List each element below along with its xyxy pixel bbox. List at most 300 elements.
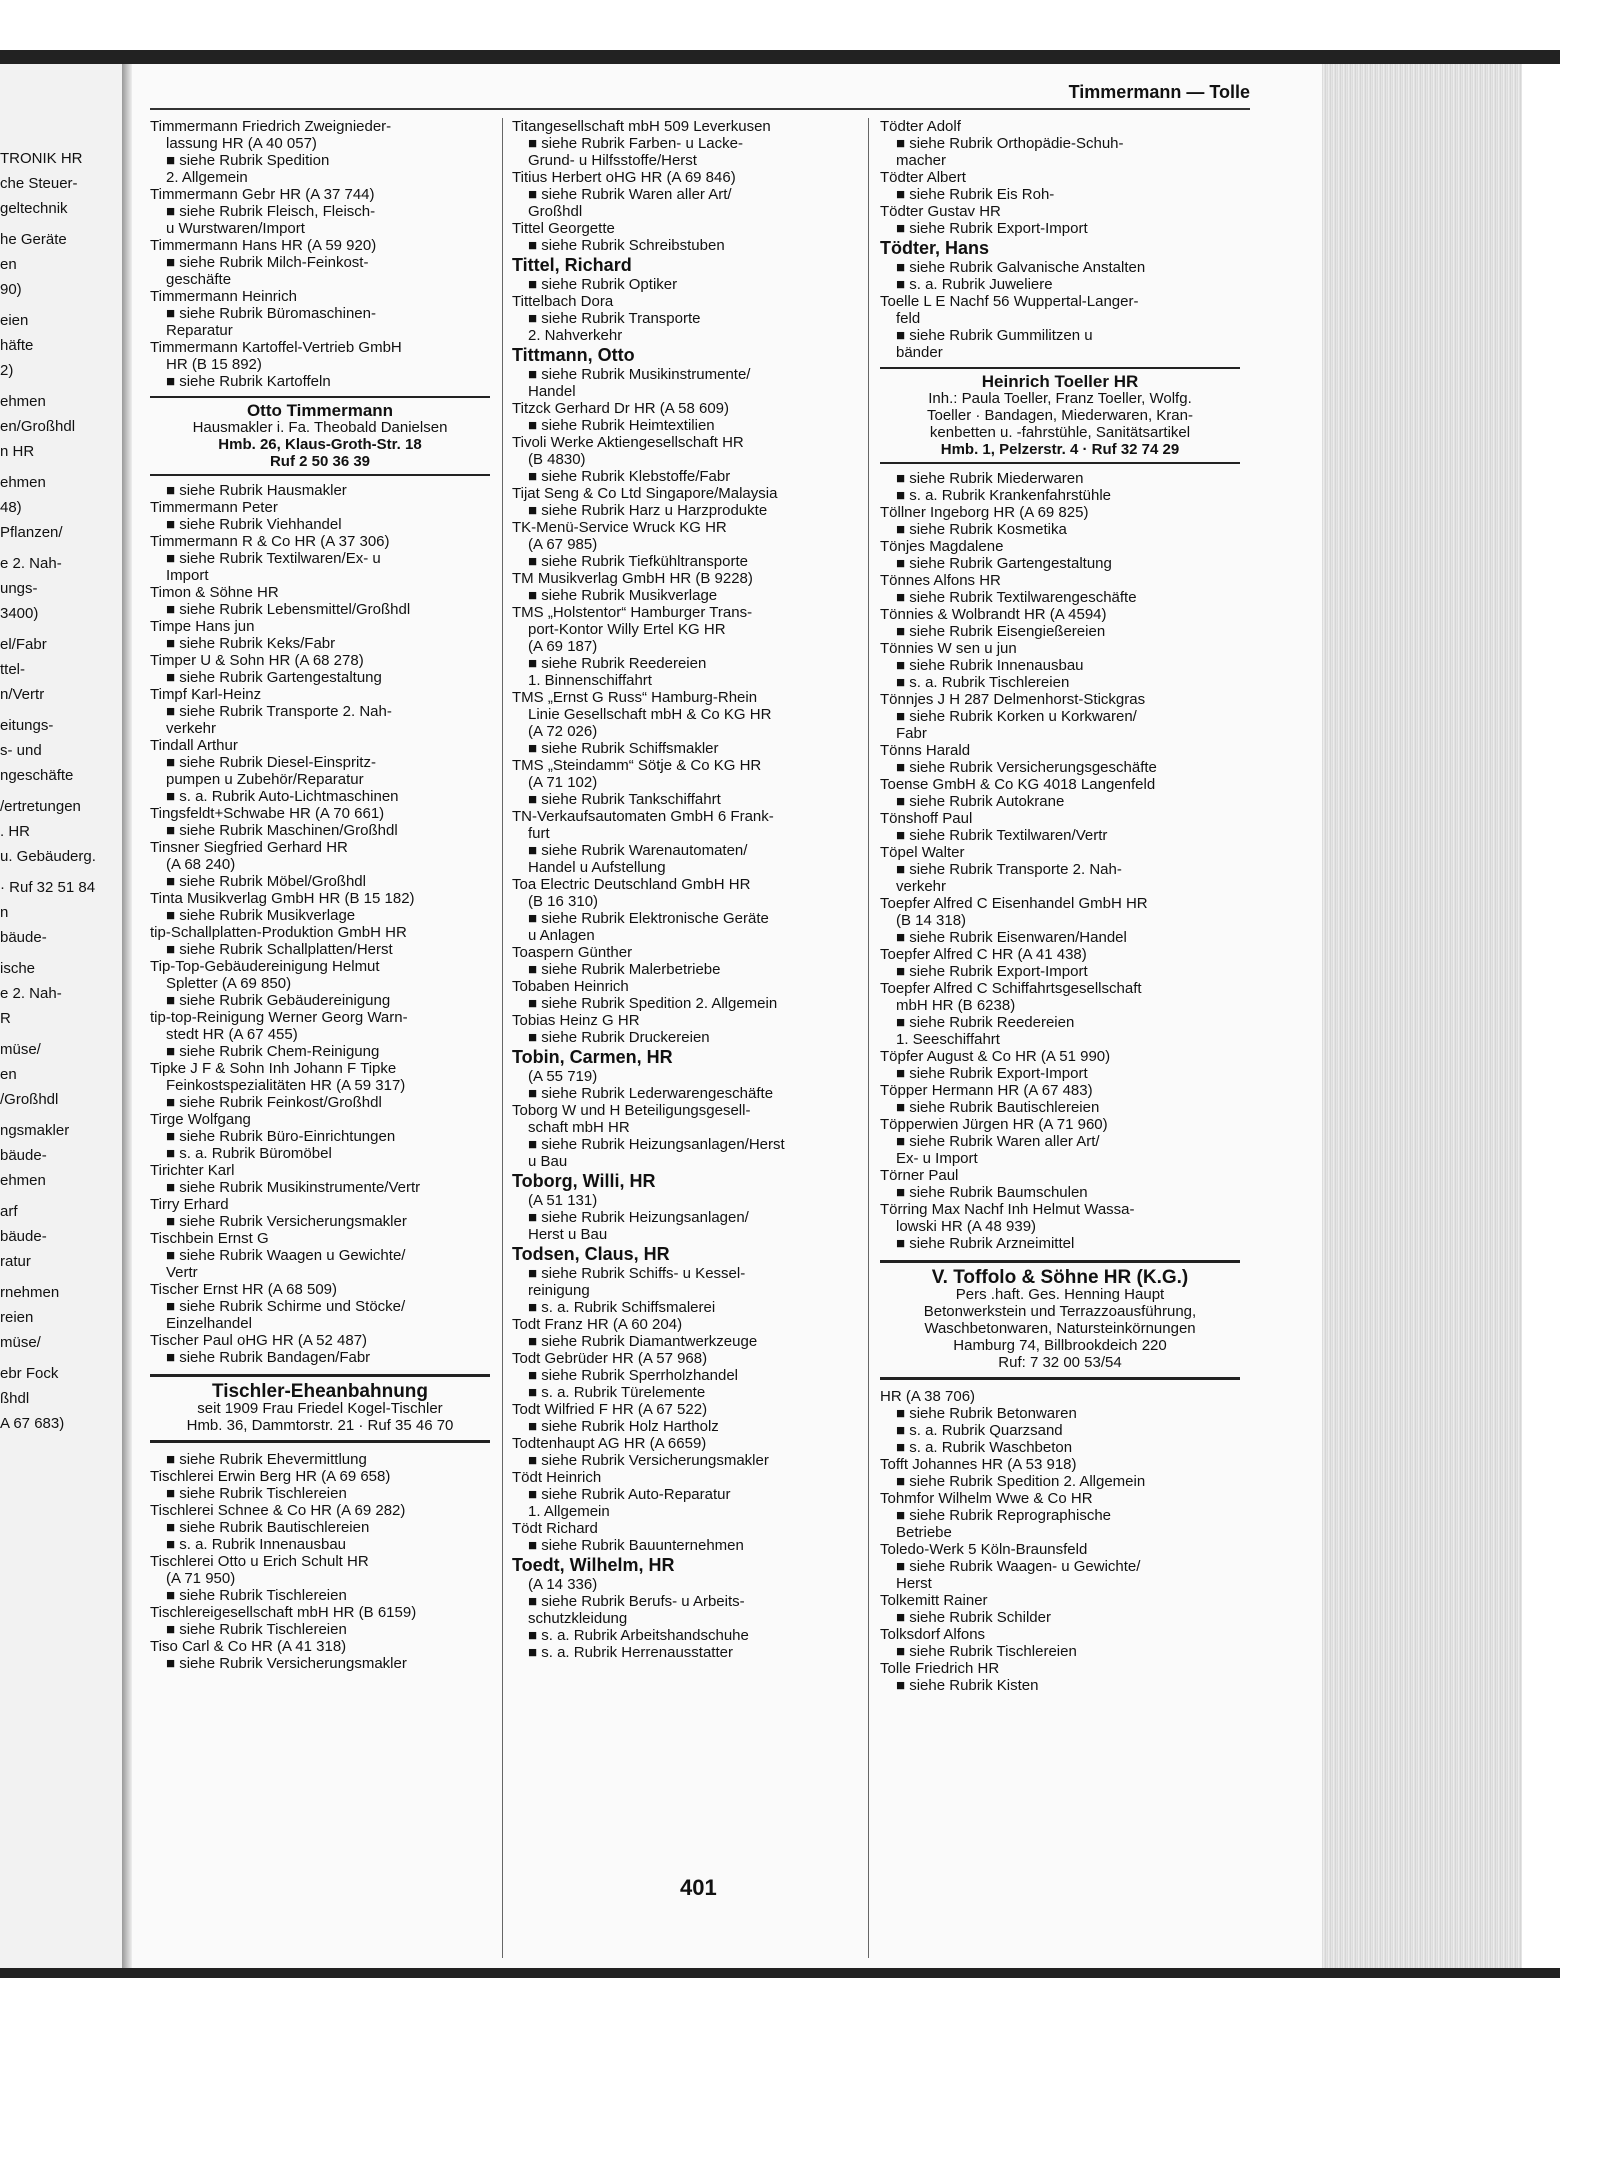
entry-subline: Einzelhandel	[166, 1315, 252, 1332]
directory-entry: Tirry Erhard	[150, 1196, 229, 1213]
directory-entry: Titzck Gerhard Dr HR (A 58 609)	[512, 400, 730, 417]
scan-border-top	[0, 50, 1560, 64]
directory-entry: Toledo-Werk 5 Köln-Braunsfeld	[880, 1541, 1088, 1558]
left-page-fragment: e 2. Nah-	[0, 985, 62, 1002]
entry-subline: ■ siehe Rubrik Betonwaren	[896, 1405, 1077, 1422]
directory-entry: Tischer Paul oHG HR (A 52 487)	[150, 1332, 368, 1349]
entry-subline: ■ siehe Rubrik Tischlereien	[896, 1643, 1077, 1660]
left-page-fragment: /Großhdl	[0, 1091, 59, 1108]
entry-subline: ■ siehe Rubrik Innenausbau	[896, 657, 1084, 674]
entry-subline: ■ siehe Rubrik Malerbetriebe	[528, 961, 721, 978]
left-page-fragment: arf	[0, 1203, 18, 1220]
directory-entry: Timper U & Sohn HR (A 68 278)	[150, 652, 364, 669]
entry-subline: ■ siehe Rubrik Milch-Feinkost-	[166, 254, 369, 271]
directory-entry: Timpf Karl-Heinz	[150, 686, 262, 703]
entry-subline: ■ siehe Rubrik Viehhandel	[166, 516, 342, 533]
left-page-fragment: eitungs-	[0, 717, 54, 734]
entry-subline: ■ siehe Rubrik Harz u Harzprodukte	[528, 502, 768, 519]
entry-subline: ■ siehe Rubrik Musikinstrumente/Vertr	[166, 1179, 421, 1196]
entry-subline: ■ siehe Rubrik Heizungsanlagen/Herst	[528, 1136, 785, 1153]
directory-entry: Tirge Wolfgang	[150, 1111, 251, 1128]
ad-title: Otto Timmermann	[246, 401, 394, 420]
entry-subline: ■ siehe Rubrik Sperrholzhandel	[528, 1367, 739, 1384]
entry-subline: ■ s. a. Rubrik Krankenfahrstühle	[896, 487, 1111, 504]
entry-subline: ■ siehe Rubrik Tankschiffahrt	[528, 791, 721, 808]
entry-subline: (A 67 985)	[528, 536, 598, 553]
left-page-fragment: häfte	[0, 337, 34, 354]
entry-subline: ■ siehe Rubrik Spedition	[166, 152, 330, 169]
entry-subline: ■ siehe Rubrik Farben- u Lacke-	[528, 135, 743, 152]
entry-subline: ■ siehe Rubrik Warenautomaten/	[528, 842, 748, 859]
directory-entry: Tofft Johannes HR (A 53 918)	[880, 1456, 1077, 1473]
bold-entry-name: Toborg, Willi, HR	[512, 1171, 656, 1191]
directory-entry: Töpper Hermann HR (A 67 483)	[880, 1082, 1093, 1099]
entry-subline: ■ s. a. Rubrik Auto-Lichtmaschinen	[166, 788, 399, 805]
advertisement-box	[150, 1374, 490, 1443]
entry-subline: ■ siehe Rubrik Schallplatten/Herst	[166, 941, 393, 958]
entry-subline: ■ s. a. Rubrik Türelemente	[528, 1384, 706, 1401]
entry-subline: verkehr	[896, 878, 947, 895]
entry-subline: Handel u Aufstellung	[528, 859, 666, 876]
entry-subline: Feinkostspezialitäten HR (A 59 317)	[166, 1077, 406, 1094]
entry-subline: geschäfte	[166, 271, 232, 288]
entry-subline: ■ siehe Rubrik Orthopädie-Schuh-	[896, 135, 1124, 152]
entry-subline: u Bau	[528, 1153, 568, 1170]
directory-entry: Tivoli Werke Aktiengesellschaft HR	[512, 434, 744, 451]
left-page-fragment: reien	[0, 1309, 34, 1326]
ad-line: Toeller · Bandagen, Miederwaren, Kran-	[927, 407, 1193, 424]
directory-entry: Tobaben Heinrich	[512, 978, 629, 995]
directory-entry: Titangesellschaft mbH 509 Leverkusen	[512, 118, 771, 135]
entry-subline: (B 16 310)	[528, 893, 599, 910]
left-page-fragment: bäude-	[0, 929, 47, 946]
entry-subline: stedt HR (A 67 455)	[166, 1026, 298, 1043]
entry-subline: ■ siehe Rubrik Reedereien	[528, 655, 707, 672]
entry-subline: ■ s. a. Rubrik Büromöbel	[166, 1145, 332, 1162]
entry-subline: ■ siehe Rubrik Heizungsanlagen/	[528, 1209, 749, 1226]
entry-subline: ■ siehe Rubrik Hausmakler	[166, 482, 347, 499]
left-page-fragments	[0, 150, 120, 1446]
entry-subline: ■ siehe Rubrik Reedereien	[896, 1014, 1075, 1031]
entry-subline: ■ siehe Rubrik Schiffsmakler	[528, 740, 719, 757]
directory-entry: Tödt Heinrich	[512, 1469, 602, 1486]
ad-line: seit 1909 Frau Friedel Kogel-Tischler	[197, 1400, 443, 1417]
left-page-fragment: TRONIK HR	[0, 150, 83, 167]
directory-column-2	[512, 118, 857, 1661]
entry-subline: ■ s. a. Rubrik Juweliere	[896, 276, 1053, 293]
entry-subline: ■ siehe Rubrik Miederwaren	[896, 470, 1084, 487]
directory-entry: Toaspern Günther	[512, 944, 633, 961]
left-page-fragment: ttel-	[0, 661, 26, 678]
page-header-title: Timmermann — Tolle	[1068, 82, 1250, 102]
left-page-fragment: en	[0, 1066, 17, 1083]
entry-subline: ■ siehe Rubrik Baumschulen	[896, 1184, 1088, 1201]
advertisement-box	[880, 1260, 1240, 1380]
entry-subline: ■ siehe Rubrik Versicherungsgeschäfte	[896, 759, 1157, 776]
left-page-fragment: bäude-	[0, 1147, 47, 1164]
entry-subline: ■ siehe Rubrik Schilder	[896, 1609, 1051, 1626]
entry-subline: ■ siehe Rubrik Waren aller Art/	[896, 1133, 1100, 1150]
entry-subline: ■ siehe Rubrik Waagen- u Gewichte/	[896, 1558, 1141, 1575]
ad-line: Hausmakler i. Fa. Theobald Danielsen	[192, 419, 448, 436]
entry-subline: Linie Gesellschaft mbH & Co KG HR	[528, 706, 772, 723]
directory-entry: Tönjes Magdalene	[880, 538, 1004, 555]
left-page-fragment: e 2. Nah-	[0, 555, 62, 572]
directory-entry: Tinta Musikverlag GmbH HR (B 15 182)	[150, 890, 415, 907]
entry-subline: ■ siehe Rubrik Transporte 2. Nah-	[166, 703, 392, 720]
advertisement-box	[150, 396, 490, 476]
left-page-fragment: 3400)	[0, 605, 39, 622]
left-page-fragment: /ertretungen	[0, 798, 81, 815]
entry-subline: ■ siehe Rubrik Spedition 2. Allgemein	[528, 995, 778, 1012]
entry-subline: schaft mbH HR	[528, 1119, 630, 1136]
left-page-fragment: 48)	[0, 499, 22, 516]
entry-subline: (B 4830)	[528, 451, 586, 468]
entry-subline: ■ s. a. Rubrik Herrenausstatter	[528, 1644, 733, 1661]
entry-subline: lassung HR (A 40 057)	[166, 135, 317, 152]
left-page-fragment: ehmen	[0, 393, 46, 410]
entry-subline: ■ siehe Rubrik Bautischlereien	[896, 1099, 1100, 1116]
ad-line: Hamburg 74, Billbrookdeich 220	[953, 1337, 1167, 1354]
left-page-edge	[0, 50, 124, 1975]
entry-subline: ■ siehe Rubrik Bautischlereien	[166, 1519, 370, 1536]
directory-entry: TMS „Steindamm“ Sötje & Co KG HR	[512, 757, 762, 774]
ad-address-line: Hmb. 26, Klaus-Groth-Str. 18	[218, 436, 422, 453]
page-stack-edge	[1322, 62, 1522, 1974]
entry-subline: ■ s. a. Rubrik Tischlereien	[896, 674, 1070, 691]
entry-subline: (A 55 719)	[528, 1068, 598, 1085]
header-rule	[150, 108, 1250, 110]
directory-entry: Timmermann Hans HR (A 59 920)	[150, 237, 377, 254]
ad-title: Heinrich Toeller HR	[981, 372, 1139, 391]
entry-subline: furt	[528, 825, 550, 842]
entry-subline: (A 72 026)	[528, 723, 598, 740]
directory-entry: Tobias Heinz G HR	[512, 1012, 640, 1029]
directory-entry: Tindall Arthur	[150, 737, 238, 754]
entry-subline: ■ siehe Rubrik Gebäudereinigung	[166, 992, 391, 1009]
entry-subline: ■ siehe Rubrik Textilwaren/Ex- u	[166, 550, 381, 567]
directory-entry: Tolkemitt Rainer	[880, 1592, 988, 1609]
directory-entry: Tohmfor Wilhelm Wwe & Co HR	[880, 1490, 1093, 1507]
entry-subline: ■ s. a. Rubrik Innenausbau	[166, 1536, 346, 1553]
directory-entry: Todt Franz HR (A 60 204)	[512, 1316, 683, 1333]
entry-subline: (A 68 240)	[166, 856, 236, 873]
entry-subline: Herst	[896, 1575, 932, 1592]
entry-subline: HR (B 15 892)	[166, 356, 262, 373]
directory-entry: Toa Electric Deutschland GmbH HR	[512, 876, 751, 893]
entry-subline: ■ siehe Rubrik Diesel-Einspritz-	[166, 754, 376, 771]
directory-entry: Tischlerei Otto u Erich Schult HR	[150, 1553, 369, 1570]
ad-line: Pers .haft. Ges. Henning Haupt	[955, 1286, 1165, 1303]
directory-entry: Tolle Friedrich HR	[880, 1660, 1000, 1677]
entry-subline: ■ siehe Rubrik Galvanische Anstalten	[896, 259, 1146, 276]
left-page-fragment: s- und	[0, 742, 42, 759]
entry-subline: (A 14 336)	[528, 1576, 598, 1593]
directory-entry: Tönnies W sen u jun	[880, 640, 1017, 657]
ad-title: Tischler-Eheanbahnung	[211, 1381, 429, 1402]
ad-address-line: Hmb. 36, Dammtorstr. 21 · Ruf 35 46 70	[186, 1417, 454, 1434]
entry-subline: ■ siehe Rubrik Versicherungsmakler	[166, 1213, 407, 1230]
left-page-fragment: eien	[0, 312, 29, 329]
entry-subline: ■ siehe Rubrik Waren aller Art/	[528, 186, 732, 203]
directory-column-3	[880, 118, 1240, 1694]
entry-subline: ■ s. a. Rubrik Waschbeton	[896, 1439, 1073, 1456]
entry-subline: pumpen u Zubehör/Reparatur	[166, 771, 364, 788]
page-number: 401	[680, 1875, 717, 1900]
entry-subline: ■ siehe Rubrik Tischlereien	[166, 1621, 347, 1638]
left-page-fragment: ische	[0, 960, 36, 977]
entry-subline: ■ s. a. Rubrik Quarzsand	[896, 1422, 1063, 1439]
entry-subline: ■ siehe Rubrik Textilwarengeschäfte	[896, 589, 1137, 606]
entry-subline: (A 69 187)	[528, 638, 598, 655]
entry-subline: port-Kontor Willy Ertel KG HR	[528, 621, 726, 638]
entry-subline: Großhdl	[528, 203, 583, 220]
entry-subline: ■ siehe Rubrik Korken u Korkwaren/	[896, 708, 1137, 725]
left-page-fragment: R	[0, 1010, 11, 1027]
entry-subline: ■ siehe Rubrik Ehevermittlung	[166, 1451, 367, 1468]
entry-subline: 2. Allgemein	[166, 169, 248, 186]
entry-subline: Import	[166, 567, 209, 584]
directory-entry: Toepfer Alfred C Schiffahrtsgesellschaft	[880, 980, 1142, 997]
left-page-fragment: ehmen	[0, 1172, 46, 1189]
directory-entry: Tiso Carl & Co HR (A 41 318)	[150, 1638, 347, 1655]
ad-line: Waschbetonwaren, Natursteinkörnungen	[924, 1320, 1196, 1337]
entry-subline: ■ siehe Rubrik Versicherungsmakler	[166, 1655, 407, 1672]
directory-entry: TMS „Holstentor“ Hamburger Trans-	[512, 604, 753, 621]
entry-subline: mbH HR (B 6238)	[896, 997, 1016, 1014]
left-page-fragment: . HR	[0, 823, 30, 840]
directory-entry: Törner Paul	[880, 1167, 959, 1184]
directory-entry: TM Musikverlag GmbH HR (B 9228)	[512, 570, 753, 587]
left-page-fragment: ratur	[0, 1253, 31, 1270]
directory-entry: TN-Verkaufsautomaten GmbH 6 Frank-	[512, 808, 774, 825]
entry-subline: ■ siehe Rubrik Eis Roh-	[896, 186, 1055, 203]
directory-entry: Tittelbach Dora	[512, 293, 614, 310]
entry-subline: ■ siehe Rubrik Kisten	[896, 1677, 1039, 1694]
advertisement-box	[880, 367, 1240, 464]
directory-entry: Tischer Ernst HR (A 68 509)	[150, 1281, 338, 1298]
directory-entry: Tinsner Siegfried Gerhard HR	[150, 839, 348, 856]
directory-entry: Tipke J F & Sohn Inh Johann F Tipke	[150, 1060, 397, 1077]
entry-subline: ■ siehe Rubrik Transporte	[528, 310, 701, 327]
directory-entry: Tischlerei Erwin Berg HR (A 69 658)	[150, 1468, 391, 1485]
entry-subline: Spletter (A 69 850)	[166, 975, 292, 992]
directory-entry: Toborg W und H Beteiligungsgesell-	[512, 1102, 751, 1119]
left-page-fragment: A 67 683)	[0, 1415, 65, 1432]
ad-title: V. Toffolo & Söhne HR (K.G.)	[931, 1267, 1189, 1288]
entry-subline: verkehr	[166, 720, 217, 737]
left-page-fragment: en/Großhdl	[0, 418, 76, 435]
directory-entry: Törring Max Nachf Inh Helmut Wassa-	[880, 1201, 1135, 1218]
entry-subline: (B 14 318)	[896, 912, 967, 929]
directory-entry: Toense GmbH & Co KG 4018 Langenfeld	[880, 776, 1156, 793]
entry-subline: ■ siehe Rubrik Textilwaren/Vertr	[896, 827, 1108, 844]
entry-subline: u Anlagen	[528, 927, 595, 944]
directory-entry: Timmermann Kartoffel-Vertrieb GmbH	[150, 339, 402, 356]
entry-subline: ■ siehe Rubrik Bandagen/Fabr	[166, 1349, 371, 1366]
directory-entry: Toepfer Alfred C Eisenhandel GmbH HR	[880, 895, 1148, 912]
left-page-fragment: geltechnik	[0, 200, 68, 217]
directory-entry: tip-Schallplatten-Produktion GmbH HR	[150, 924, 407, 941]
left-page-fragment: müse/	[0, 1041, 41, 1058]
entry-subline: Ex- u Import	[896, 1150, 978, 1167]
scan-border-bottom	[0, 1968, 1560, 1978]
entry-subline: ■ siehe Rubrik Optiker	[528, 276, 678, 293]
entry-subline: ■ siehe Rubrik Kartoffeln	[166, 373, 331, 390]
entry-subline: ■ siehe Rubrik Eisenwaren/Handel	[896, 929, 1127, 946]
directory-entry: Todt Wilfried F HR (A 67 522)	[512, 1401, 708, 1418]
entry-subline: 1. Seeschiffahrt	[896, 1031, 1000, 1048]
entry-subline: ■ siehe Rubrik Maschinen/Großhdl	[166, 822, 398, 839]
entry-subline: feld	[896, 310, 921, 327]
left-page-fragment: he Geräte	[0, 231, 67, 248]
entry-subline: Handel	[528, 383, 576, 400]
entry-subline: macher	[896, 152, 947, 169]
directory-entry: Tischlereigesellschaft mbH HR (B 6159)	[150, 1604, 417, 1621]
directory-entry: Toelle L E Nachf 56 Wuppertal-Langer-	[880, 293, 1139, 310]
entry-subline: ■ s. a. Rubrik Schiffsmalerei	[528, 1299, 716, 1316]
book-gutter	[122, 60, 132, 1970]
directory-entry: Todt Gebrüder HR (A 57 968)	[512, 1350, 708, 1367]
entry-subline: ■ siehe Rubrik Lebensmittel/Großhdl	[166, 601, 411, 618]
entry-subline: ■ siehe Rubrik Musikverlage	[528, 587, 718, 604]
entry-subline: ■ siehe Rubrik Schreibstuben	[528, 237, 725, 254]
directory-entry: Timmermann Heinrich	[150, 288, 297, 305]
entry-subline: ■ siehe Rubrik Büro-Einrichtungen	[166, 1128, 396, 1145]
directory-entry: Tödter Gustav HR	[880, 203, 1001, 220]
entry-subline: 1. Allgemein	[528, 1503, 610, 1520]
entry-subline: (A 71 950)	[166, 1570, 236, 1587]
directory-entry: Tödter Adolf	[880, 118, 961, 135]
ad-line: Betonwerkstein und Terrazzoausführung,	[923, 1303, 1197, 1320]
entry-subline: ■ siehe Rubrik Chem-Reinigung	[166, 1043, 380, 1060]
entry-subline: ■ siehe Rubrik Eisengießereien	[896, 623, 1106, 640]
left-page-fragment: 90)	[0, 281, 22, 298]
entry-subline: ■ siehe Rubrik Fleisch, Fleisch-	[166, 203, 376, 220]
directory-entry: Timmermann Friedrich Zweignieder-	[150, 118, 392, 135]
entry-subline: ■ siehe Rubrik Gartengestaltung	[166, 669, 382, 686]
entry-subline: (A 51 131)	[528, 1192, 598, 1209]
ad-line: kenbetten u. -fahrstühle, Sanitätsartikel	[929, 424, 1191, 441]
directory-entry: Tingsfeldt+Schwabe HR (A 70 661)	[150, 805, 385, 822]
column-divider	[502, 118, 503, 1958]
directory-entry: Tip-Top-Gebäudereinigung Helmut	[150, 958, 380, 975]
entry-subline: (A 71 102)	[528, 774, 598, 791]
entry-subline: ■ siehe Rubrik Schiffs- u Kessel-	[528, 1265, 746, 1282]
directory-entry: Tönns Harald	[880, 742, 971, 759]
entry-subline: ■ siehe Rubrik Arzneimittel	[896, 1235, 1075, 1252]
entry-subline: ■ siehe Rubrik Klebstoffe/Fabr	[528, 468, 731, 485]
directory-entry: Tittel Georgette	[512, 220, 615, 237]
entry-subline: ■ siehe Rubrik Möbel/Großhdl	[166, 873, 366, 890]
left-page-fragment: ungs-	[0, 580, 38, 597]
directory-column-1	[150, 118, 490, 1672]
entry-subline: ■ siehe Rubrik Versicherungsmakler	[528, 1452, 769, 1469]
entry-subline: schutzkleidung	[528, 1610, 628, 1627]
entry-subline: ■ siehe Rubrik Kosmetika	[896, 521, 1067, 538]
directory-entry: Tischbein Ernst G	[150, 1230, 269, 1247]
directory-entry: Titius Herbert oHG HR (A 69 846)	[512, 169, 736, 186]
entry-subline: ■ siehe Rubrik Tiefkühltransporte	[528, 553, 748, 570]
bold-entry-name: Tödter, Hans	[880, 238, 990, 258]
directory-entry: tip-top-Reinigung Werner Georg Warn-	[150, 1009, 408, 1026]
entry-subline: ■ siehe Rubrik Holz Hartholz	[528, 1418, 719, 1435]
bold-entry-name: Tobin, Carmen, HR	[512, 1047, 673, 1067]
entry-subline: lowski HR (A 48 939)	[896, 1218, 1037, 1235]
entry-subline: ■ siehe Rubrik Büromaschinen-	[166, 305, 376, 322]
left-page-fragment: Pflanzen/	[0, 524, 63, 541]
directory-entry: Timmermann R & Co HR (A 37 306)	[150, 533, 390, 550]
ad-address-line: Hmb. 1, Pelzerstr. 4 · Ruf 32 74 29	[940, 441, 1180, 458]
entry-subline: Herst u Bau	[528, 1226, 608, 1243]
left-page-fragment: u. Gebäuderg.	[0, 848, 96, 865]
entry-subline: ■ siehe Rubrik Diamantwerkzeuge	[528, 1333, 758, 1350]
ad-address-line: Ruf: 7 32 00 53/54	[998, 1354, 1122, 1371]
entry-subline: ■ siehe Rubrik Tischlereien	[166, 1485, 347, 1502]
left-page-fragment: n	[0, 904, 9, 921]
directory-entry: Tödter Albert	[880, 169, 966, 186]
bold-entry-name: Tittel, Richard	[512, 255, 632, 275]
directory-entry: Tödt Richard	[512, 1520, 598, 1537]
column-divider	[868, 118, 869, 1958]
directory-entry: Tönnjes J H 287 Delmenhorst-Stickgras	[880, 691, 1146, 708]
directory-entry: Tischlerei Schnee & Co HR (A 69 282)	[150, 1502, 406, 1519]
entry-subline: ■ siehe Rubrik Export-Import	[896, 220, 1088, 237]
entry-subline: ■ siehe Rubrik Feinkost/Großhdl	[166, 1094, 382, 1111]
entry-subline: ■ siehe Rubrik Transporte 2. Nah-	[896, 861, 1122, 878]
left-page-fragment: · Ruf 32 51 84	[0, 879, 96, 896]
entry-subline: ■ siehe Rubrik Tischlereien	[166, 1587, 347, 1604]
directory-entry: Timpe Hans jun	[150, 618, 255, 635]
entry-subline: Grund- u Hilfsstoffe/Herst	[528, 152, 697, 169]
entry-subline: reinigung	[528, 1282, 590, 1299]
directory-entry: Toepfer Alfred C HR (A 41 438)	[880, 946, 1087, 963]
entry-subline: Reparatur	[166, 322, 233, 339]
directory-entry: Tönnes Alfons HR	[880, 572, 1001, 589]
entry-subline: Vertr	[166, 1264, 198, 1281]
left-page-fragment: ehmen	[0, 474, 46, 491]
entry-subline: ■ siehe Rubrik Musikverlage	[166, 907, 356, 924]
entry-subline: ■ siehe Rubrik Autokrane	[896, 793, 1065, 810]
directory-entry: HR (A 38 706)	[880, 1388, 976, 1405]
left-page-fragment: en	[0, 256, 17, 273]
left-page-fragment: n HR	[0, 443, 35, 460]
entry-subline: u Wurstwaren/Import	[166, 220, 305, 237]
directory-entry: Todtenhaupt AG HR (A 6659)	[512, 1435, 707, 1452]
ad-line: Inh.: Paula Toeller, Franz Toeller, Wolfg.	[928, 390, 1192, 407]
entry-subline: 1. Binnenschiffahrt	[528, 672, 652, 689]
directory-entry: TK-Menü-Service Wruck KG HR	[512, 519, 727, 536]
directory-entry: TMS „Ernst G Russ“ Hamburg-Rhein	[512, 689, 758, 706]
entry-subline: 2. Nahverkehr	[528, 327, 623, 344]
directory-entry: Tönnies & Wolbrandt HR (A 4594)	[880, 606, 1107, 623]
entry-subline: ■ s. a. Rubrik Arbeitshandschuhe	[528, 1627, 749, 1644]
entry-subline: ■ siehe Rubrik Reprographische	[896, 1507, 1112, 1524]
entry-subline: ■ siehe Rubrik Bauunternehmen	[528, 1537, 744, 1554]
entry-subline: ■ siehe Rubrik Waagen u Gewichte/	[166, 1247, 406, 1264]
ad-address-line: Ruf 2 50 36 39	[269, 453, 371, 470]
entry-subline: ■ siehe Rubrik Heimtextilien	[528, 417, 715, 434]
left-page-fragment: rnehmen	[0, 1284, 60, 1301]
directory-entry: Tirichter Karl	[150, 1162, 235, 1179]
entry-subline: ■ siehe Rubrik Musikinstrumente/	[528, 366, 751, 383]
entry-subline: bänder	[896, 344, 943, 361]
directory-entry: Töpperwien Jürgen HR (A 71 960)	[880, 1116, 1108, 1133]
bold-entry-name: Toedt, Wilhelm, HR	[512, 1555, 675, 1575]
left-page-fragment: bäude-	[0, 1228, 47, 1245]
directory-entry: Timmermann Peter	[150, 499, 278, 516]
left-page-fragment: ebr Fock	[0, 1365, 59, 1382]
